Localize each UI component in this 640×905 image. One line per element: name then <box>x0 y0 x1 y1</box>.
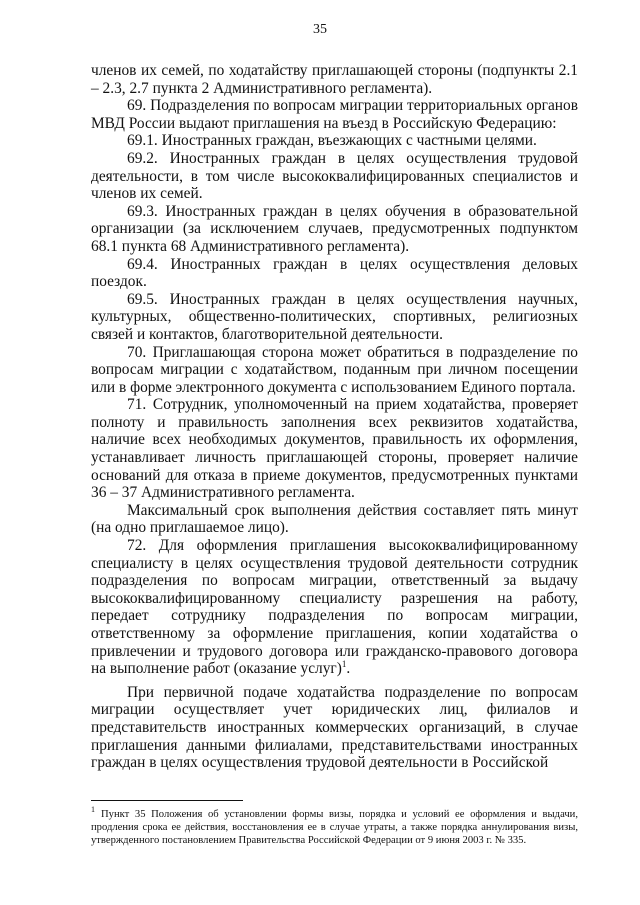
document-body <box>91 62 578 772</box>
paragraph: 72. Для оформления приглашения высококвалифицированному специалисту в целях осуществления трудовой деятельности сотрудник подразделения по вопросам миграции, ответственный за выдачу высококвалифицированному специалисту разрешения на работу, передает сотруднику подразделения по вопросам миграции, ответственному за оформление приглашения, копии ходатайства о привлечении и трудового договора или гражданско-правового договора на выполнение работ (оказание услуг)$^1$. <box>91 537 578 678</box>
paragraph: 69.4. Иностранных граждан в целях осуществления деловых поездок. <box>91 255 578 291</box>
footnote-reference: 1 <box>341 659 347 670</box>
paragraph: 70. Приглашающая сторона может обратиться в подразделение по вопросам миграции с ходатайством, поданным при личном посещении или в форме электронного документа с использованием Единого портала. <box>91 343 578 396</box>
page-number: 35 <box>313 22 327 37</box>
paragraph: При первичной подаче ходатайства подразделение по вопросам миграции осуществляет учет юридических лиц, филиалов и представительств иностранных коммерческих организаций, в случае приглашения данными филиалами, представительствами иностранных граждан в целях осуществления трудовой деятельности в Российской <box>91 683 578 772</box>
paragraph: членов их семей, по ходатайству приглашающей стороны (подпункты 2.1 – 2.3, 2.7 пункта 2 Административного регламента). <box>91 62 578 97</box>
paragraph: 69.5. Иностранных граждан в целях осуществления научных, культурных, общественно-политических, спортивных, религиозных связей и контактов, благотворительной деятельности. <box>91 290 578 343</box>
paragraph: 69.3. Иностранных граждан в целях обучения в образовательной организации (за исключением случаев, предусмотренных подпунктом 68.1 пункта 68 Административного регламента). <box>91 202 578 255</box>
paragraph: 69. Подразделения по вопросам миграции территориальных органов МВД России выдают приглашения на въезд в Российскую Федерацию: <box>91 97 578 132</box>
footnote <box>91 805 578 847</box>
paragraph: 69.1. Иностранных граждан, въезжающих с частными целями. <box>127 132 537 150</box>
paragraph: 69.2. Иностранных граждан в целях осуществления трудовой деятельности, в том числе высококвалифицированных специалистов и членов их семей. <box>91 149 578 203</box>
paragraph-text: 72. Для оформления приглашения высококвалифицированному специалисту в целях осуществления трудовой деятельности сотрудник подразделения по вопросам миграции, ответственный за выдачу высококвалифицированному специалисту разрешения на работу, передает сотруднику подразделения по вопросам миграции, ответственному за оформление приглашения, копии ходатайства о привлечении и трудового договора или гражданско-правового договора на выполнение работ (оказание услуг) <box>91 537 578 678</box>
paragraph: Максимальный срок выполнения действия составляет пять минут (на одно приглашаемое лицо). <box>91 501 578 537</box>
paragraph: 71. Сотрудник, уполномоченный на прием ходатайства, проверяет полноту и правильность заполнения всех реквизитов ходатайства, наличие всех необходимых документов, правильность их оформления, устанавливает личность приглашающей стороны, проверяет наличие оснований для отказа в приеме документов, предусмотренных пунктами 36 – 37 Административного регламента. <box>91 396 578 502</box>
footnote-text: Пункт 35 Положения об установлении формы визы, порядка и условий ее оформления и выдачи, продления срока ее действия, восстановления ее в случае утраты, а также порядка аннулирования визы, утвержденного постановлением Правительства Российской Федерации от 9 июня 2003 г. № 335. <box>91 809 578 846</box>
footnote-separator <box>91 800 243 801</box>
footnote-marker: 1 <box>91 805 95 815</box>
